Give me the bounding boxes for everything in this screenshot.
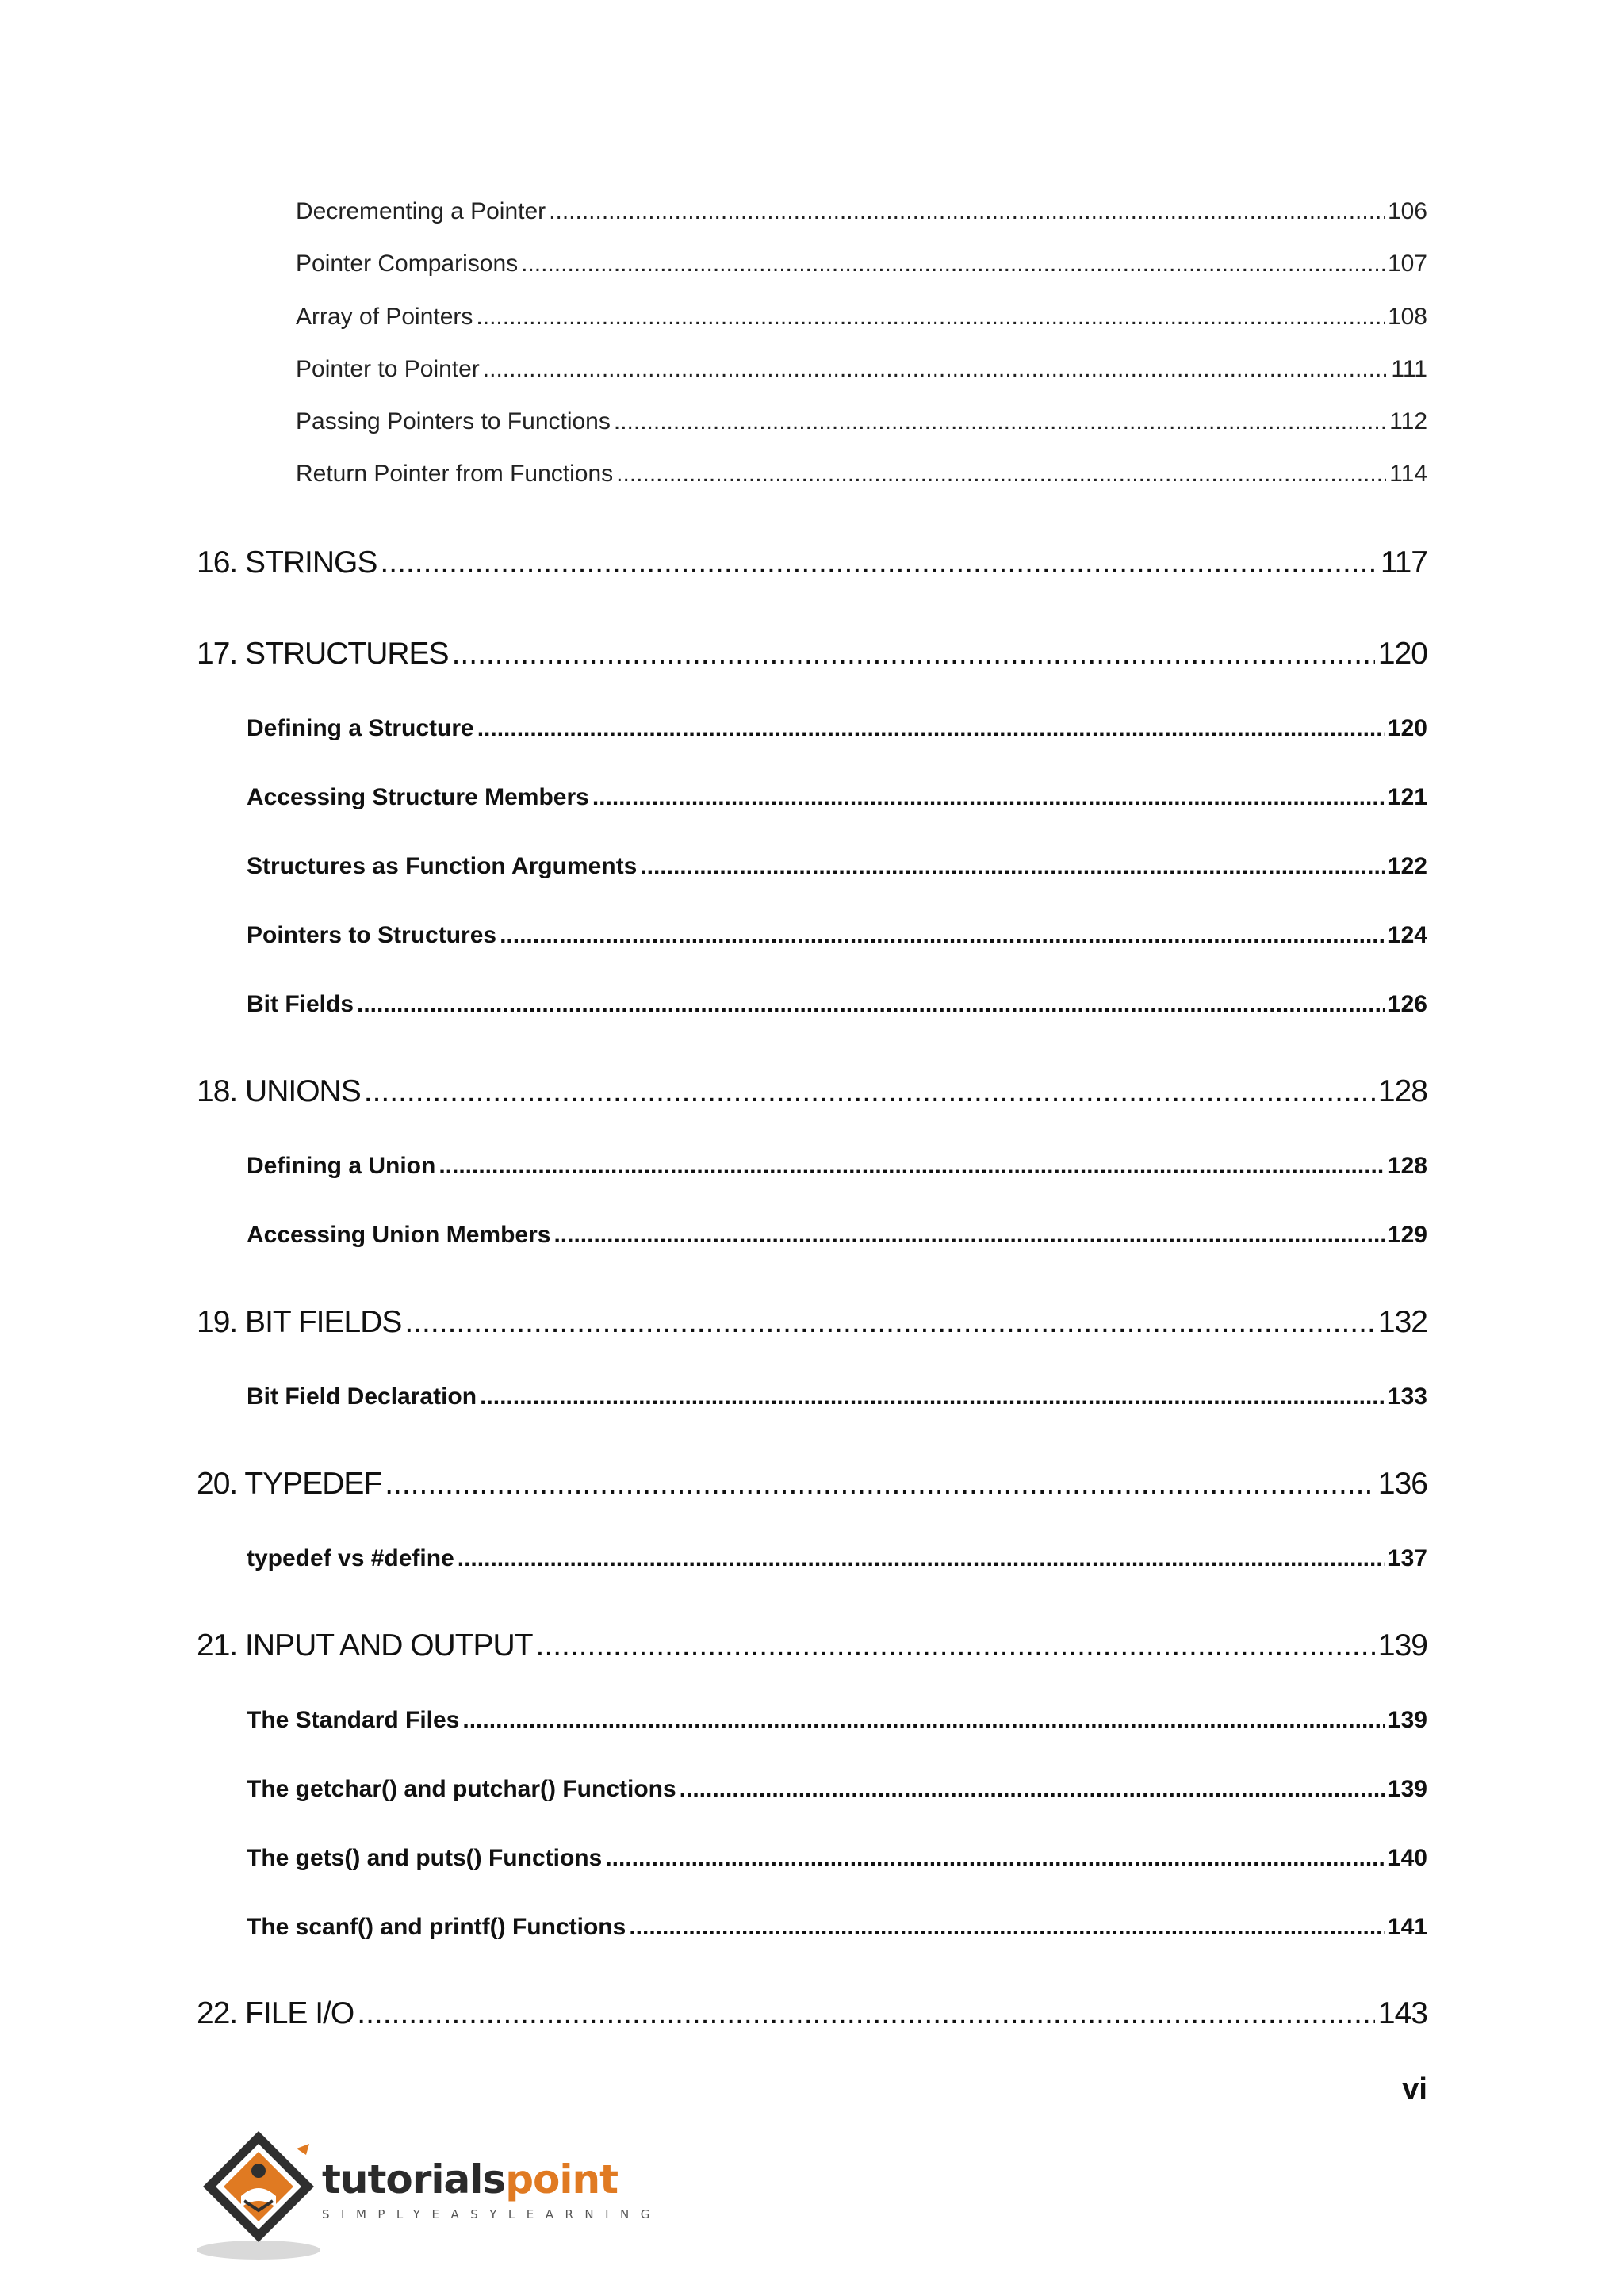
dot-leader	[357, 1996, 1375, 2031]
toc-section-page: 139	[1387, 1776, 1427, 1802]
toc-section-page: 122	[1387, 853, 1427, 879]
toc-entry-page: 106	[1387, 198, 1427, 224]
toc-section[interactable]	[247, 1383, 1427, 1410]
dot-leader	[380, 545, 1377, 580]
toc-section-page: 124	[1387, 922, 1427, 948]
toc-section-title: The scanf() and printf() Functions	[247, 1914, 626, 1940]
dot-leader	[476, 304, 1385, 331]
toc-entry-title: Passing Pointers to Functions	[296, 408, 611, 434]
toc-section[interactable]	[247, 1707, 1427, 1734]
dot-leader	[483, 356, 1388, 383]
toc-chapter-page: 143	[1377, 1996, 1427, 2030]
toc-section[interactable]	[247, 853, 1427, 880]
toc-chapter[interactable]	[197, 1305, 1427, 1340]
toc-section-title: Defining a Structure	[247, 715, 474, 741]
toc-section-title: Accessing Union Members	[247, 1222, 551, 1248]
toc-chapter-title: 20. TYPEDEF	[197, 1467, 382, 1501]
dot-leader	[592, 784, 1385, 811]
toc-entry-title: Pointer Comparisons	[296, 251, 519, 277]
dot-leader	[477, 715, 1385, 742]
toc-chapter[interactable]	[197, 637, 1427, 672]
toc-chapter[interactable]	[197, 1074, 1427, 1109]
dot-leader	[616, 461, 1386, 488]
toc-chapter-title: 16. STRINGS	[197, 545, 377, 580]
toc-chapter-page: 128	[1377, 1074, 1427, 1108]
toc-chapter-title: 21. INPUT AND OUTPUT	[197, 1628, 533, 1663]
toc-chapter-title: 22. FILE I/O	[197, 1996, 354, 2030]
dot-leader	[462, 1707, 1385, 1734]
dot-leader	[480, 1383, 1385, 1410]
toc-entry-page: 111	[1391, 356, 1427, 382]
toc-section-title: The Standard Files	[247, 1707, 460, 1733]
toc-entry-title: Decrementing a Pointer	[296, 198, 546, 224]
toc-section-page: 126	[1387, 991, 1427, 1017]
toc-section-title: The gets() and puts() Functions	[247, 1845, 603, 1871]
toc-section-title: Bit Fields	[247, 991, 354, 1017]
toc-section[interactable]	[247, 784, 1427, 811]
toc-entry-title: Array of Pointers	[296, 304, 473, 330]
toc-section[interactable]	[247, 991, 1427, 1018]
toc-section-page: 140	[1387, 1845, 1427, 1871]
toc-section-title: Pointers to Structures	[247, 922, 497, 948]
dot-leader	[364, 1074, 1375, 1109]
toc-entry-title: Pointer to Pointer	[296, 356, 480, 382]
toc-entry[interactable]	[296, 304, 1427, 331]
toc-chapter-page: 117	[1380, 545, 1427, 580]
toc-section-title: typedef vs #define	[247, 1545, 454, 1571]
dot-leader	[404, 1305, 1375, 1340]
toc-section[interactable]	[247, 1845, 1427, 1872]
toc-section[interactable]	[247, 1545, 1427, 1572]
dot-leader	[605, 1845, 1385, 1872]
toc-section-title: Bit Field Declaration	[247, 1383, 477, 1410]
dot-leader	[439, 1153, 1385, 1180]
toc-chapter-title: 18. UNIONS	[197, 1074, 361, 1108]
toc-section[interactable]	[247, 1222, 1427, 1249]
toc-entry[interactable]	[296, 461, 1427, 488]
toc-entry-page: 112	[1389, 408, 1427, 434]
toc-section-title: Structures as Function Arguments	[247, 853, 638, 879]
dot-leader	[452, 637, 1375, 672]
page-number: vi	[1402, 2072, 1427, 2106]
toc-section-page: 128	[1387, 1153, 1427, 1179]
toc-entry[interactable]	[296, 408, 1427, 435]
toc-entry[interactable]	[296, 198, 1427, 225]
toc-section-title: The getchar() and putchar() Functions	[247, 1776, 676, 1802]
toc-entry-title: Return Pointer from Functions	[296, 461, 614, 487]
logo-tagline: SIMPLYEASYLEARNING	[322, 2207, 661, 2221]
dot-leader	[553, 1222, 1385, 1249]
dot-leader	[614, 408, 1386, 435]
toc-section-page: 139	[1387, 1707, 1427, 1733]
dot-leader	[458, 1545, 1385, 1572]
toc-entry-page: 107	[1387, 251, 1427, 277]
dot-leader	[536, 1628, 1375, 1663]
dot-leader	[629, 1914, 1385, 1941]
toc-section-page: 133	[1387, 1383, 1427, 1410]
toc-chapter-page: 139	[1377, 1628, 1427, 1663]
toc-section[interactable]	[247, 922, 1427, 949]
toc-entry[interactable]	[296, 251, 1427, 277]
toc-chapter-title: 19. BIT FIELDS	[197, 1305, 402, 1339]
tutorialspoint-logo	[195, 2125, 661, 2267]
toc-chapter-page: 136	[1377, 1467, 1427, 1501]
toc-chapter-title: 17. STRUCTURES	[197, 637, 449, 671]
dot-leader	[680, 1776, 1385, 1803]
toc-section-title: Accessing Structure Members	[247, 784, 589, 810]
logo-wordmark: tutorialspoint	[322, 2156, 618, 2202]
toc-section-page: 121	[1387, 784, 1427, 810]
toc-chapter[interactable]	[197, 1996, 1427, 2031]
logo-diamond-icon	[195, 2125, 330, 2267]
toc-entry-page: 108	[1387, 304, 1427, 330]
dot-leader	[549, 198, 1385, 225]
toc-entry[interactable]	[296, 356, 1427, 383]
toc-entry-page: 114	[1389, 461, 1427, 487]
dot-leader	[640, 853, 1385, 880]
toc-chapter[interactable]	[197, 1628, 1427, 1663]
toc-section-title: Defining a Union	[247, 1153, 436, 1179]
dot-leader	[500, 922, 1385, 949]
toc-section[interactable]	[247, 1914, 1427, 1941]
toc-section[interactable]	[247, 1153, 1427, 1180]
toc-section-page: 137	[1387, 1545, 1427, 1571]
toc-section[interactable]	[247, 1776, 1427, 1803]
toc-chapter-page: 132	[1377, 1305, 1427, 1339]
toc-chapter[interactable]	[197, 545, 1427, 580]
toc-section-page: 129	[1387, 1222, 1427, 1248]
toc-section-page: 141	[1387, 1914, 1427, 1940]
dot-leader	[521, 251, 1385, 277]
toc-chapter-page: 120	[1377, 637, 1427, 671]
dot-leader	[357, 991, 1385, 1018]
toc-section-page: 120	[1387, 715, 1427, 741]
toc-chapter[interactable]	[197, 1467, 1427, 1502]
toc-section[interactable]	[247, 715, 1427, 742]
dot-leader	[385, 1467, 1375, 1502]
